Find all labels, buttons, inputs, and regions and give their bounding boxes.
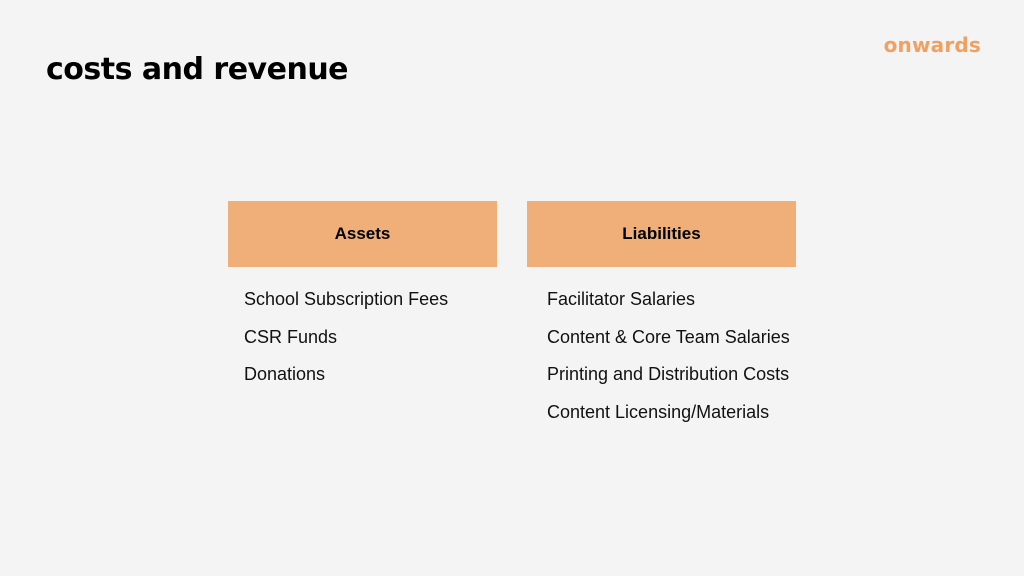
liabilities-header: Liabilities <box>527 201 796 267</box>
liabilities-list <box>527 288 796 438</box>
assets-item: Donations <box>244 364 326 384</box>
liabilities-item: Facilitator Salaries <box>547 289 696 309</box>
assets-column <box>228 201 497 401</box>
brand-logo: onwards <box>883 33 981 57</box>
assets-item: CSR Funds <box>244 326 338 347</box>
assets-list <box>228 288 497 401</box>
liabilities-item: Printing and Distribution Costs <box>547 364 790 384</box>
page-title: costs and revenue <box>46 52 349 87</box>
assets-item: School Subscription Fees <box>244 289 449 309</box>
liabilities-item: Content & Core Team Salaries <box>547 326 790 347</box>
liabilities-column <box>527 201 796 438</box>
liabilities-item: Content Licensing/Materials <box>547 401 770 422</box>
assets-header: Assets <box>228 201 497 267</box>
